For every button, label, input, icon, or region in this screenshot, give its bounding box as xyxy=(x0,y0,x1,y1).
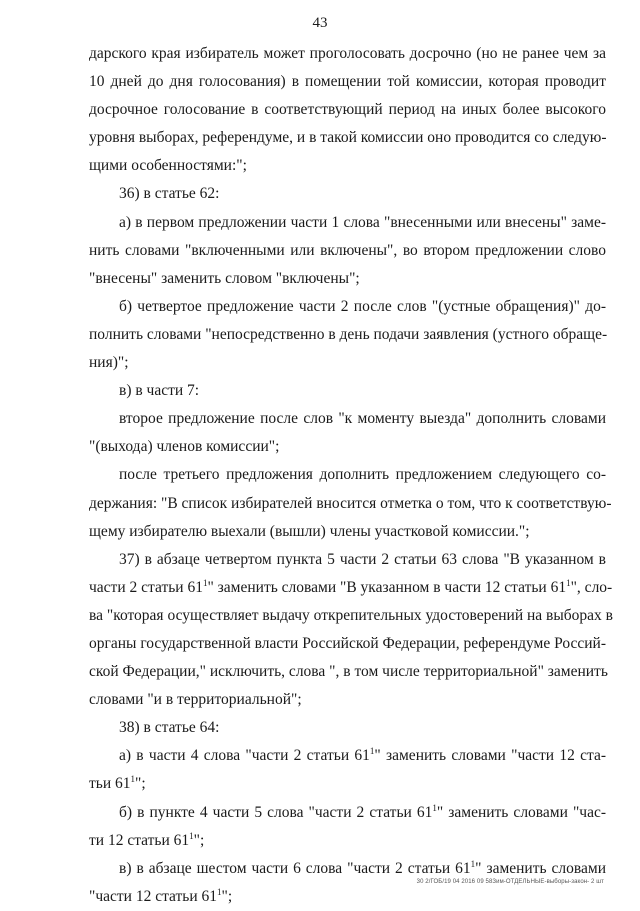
superscript-one: 1 xyxy=(217,886,222,897)
footer-stamp: 30 2/ГОБ/19 04 2016 09 58Зим-ОТДЕЛЬНЫЕ-выборы-закон- 2 шт xyxy=(416,879,604,885)
page-number: 43 xyxy=(312,15,328,31)
text-line: полнить словами "непосредственно в день подачи заявления (устного обраще- xyxy=(89,325,608,343)
text-line: держания: "В список избирателей вносится отметка о том, что к соответствую- xyxy=(89,494,612,512)
text-line: "внесены" заменить словом "включены"; xyxy=(89,269,360,287)
text-line: тьи $61^1$"; xyxy=(89,774,146,793)
text-line: ва "которая осуществляет выдачу открепительных удостоверений на выборах в xyxy=(89,606,614,624)
text-line: части 2 статьи $61^1$" заменить словами "В указанном в части 12 статьи $61^1$", сло- xyxy=(89,577,613,596)
text-line: а) в первом предложении части 1 слова "внесенными или внесены" заме- xyxy=(119,213,606,231)
superscript-one: 1 xyxy=(369,746,375,757)
text-line: "части 12 статьи $61^1$"; xyxy=(89,886,233,905)
superscript-one: 1 xyxy=(130,774,136,785)
text-line: ти 12 статьи $61^1$"; xyxy=(89,830,205,849)
text-line: в) в абзаце шестом части 6 слова "части 2 статьи $61^1$" заменить словами xyxy=(119,858,606,877)
text-line: щему избирателю выехали (вышли) члены участковой комиссии."; xyxy=(89,522,530,540)
text-line: 37) в абзаце четвертом пункта 5 части 2 статьи 63 слова "В указанном в xyxy=(119,550,606,568)
superscript-one: 1 xyxy=(189,830,194,841)
text-line: дарского края избиратель может проголосовать досрочно (но не ранее чем за xyxy=(89,45,606,62)
text-line: ния)"; xyxy=(89,354,129,372)
text-line: ской Федерации," исключить, слова ", в том числе территориальной" заменить xyxy=(89,663,608,681)
document-body xyxy=(89,40,614,911)
text-line: после третьего предложения дополнить предложением следующего со- xyxy=(119,466,606,484)
superscript-one: 1 xyxy=(202,577,208,588)
text-line: органы государственной власти Российской Федерации, референдуме Россий- xyxy=(89,634,606,652)
text-line: досрочное голосование в соответствующий период на иных более высокого xyxy=(89,101,606,119)
text-line: 10 дней до дня голосования) в помещении той комиссии, которая проводит xyxy=(89,73,606,91)
text-line: 36) в статье 62: xyxy=(119,185,220,203)
text-line: б) четвертое предложение части 2 после слов "(устные обращения)" до- xyxy=(119,297,606,315)
text-line: нить словами "включенными или включены", во втором предложении слово xyxy=(89,241,606,259)
text-line: б) в пункте 4 части 5 слова "части 2 статьи $61^1$" заменить словами "час- xyxy=(119,802,606,821)
text-line: уровня выборах, референдуме, и в такой комиссии оно проводится со следую- xyxy=(89,129,607,147)
text-line: второе предложение после слов "к моменту выезда" дополнить словами xyxy=(119,410,606,428)
text-line: щими особенностями:"; xyxy=(89,157,247,175)
text-line: "(выхода) членов комиссии"; xyxy=(89,438,280,456)
text-line: а) в части 4 слова "части 2 статьи $61^1$" заменить словами "части 12 ста- xyxy=(119,746,606,765)
text-line: словами "и в территориальной"; xyxy=(89,691,302,709)
superscript-one: 1 xyxy=(432,802,437,813)
superscript-one: 1 xyxy=(470,858,476,869)
text-line: 38) в статье 64: xyxy=(119,719,220,737)
superscript-one: 1 xyxy=(566,577,571,588)
text-line: в) в части 7: xyxy=(119,382,200,400)
